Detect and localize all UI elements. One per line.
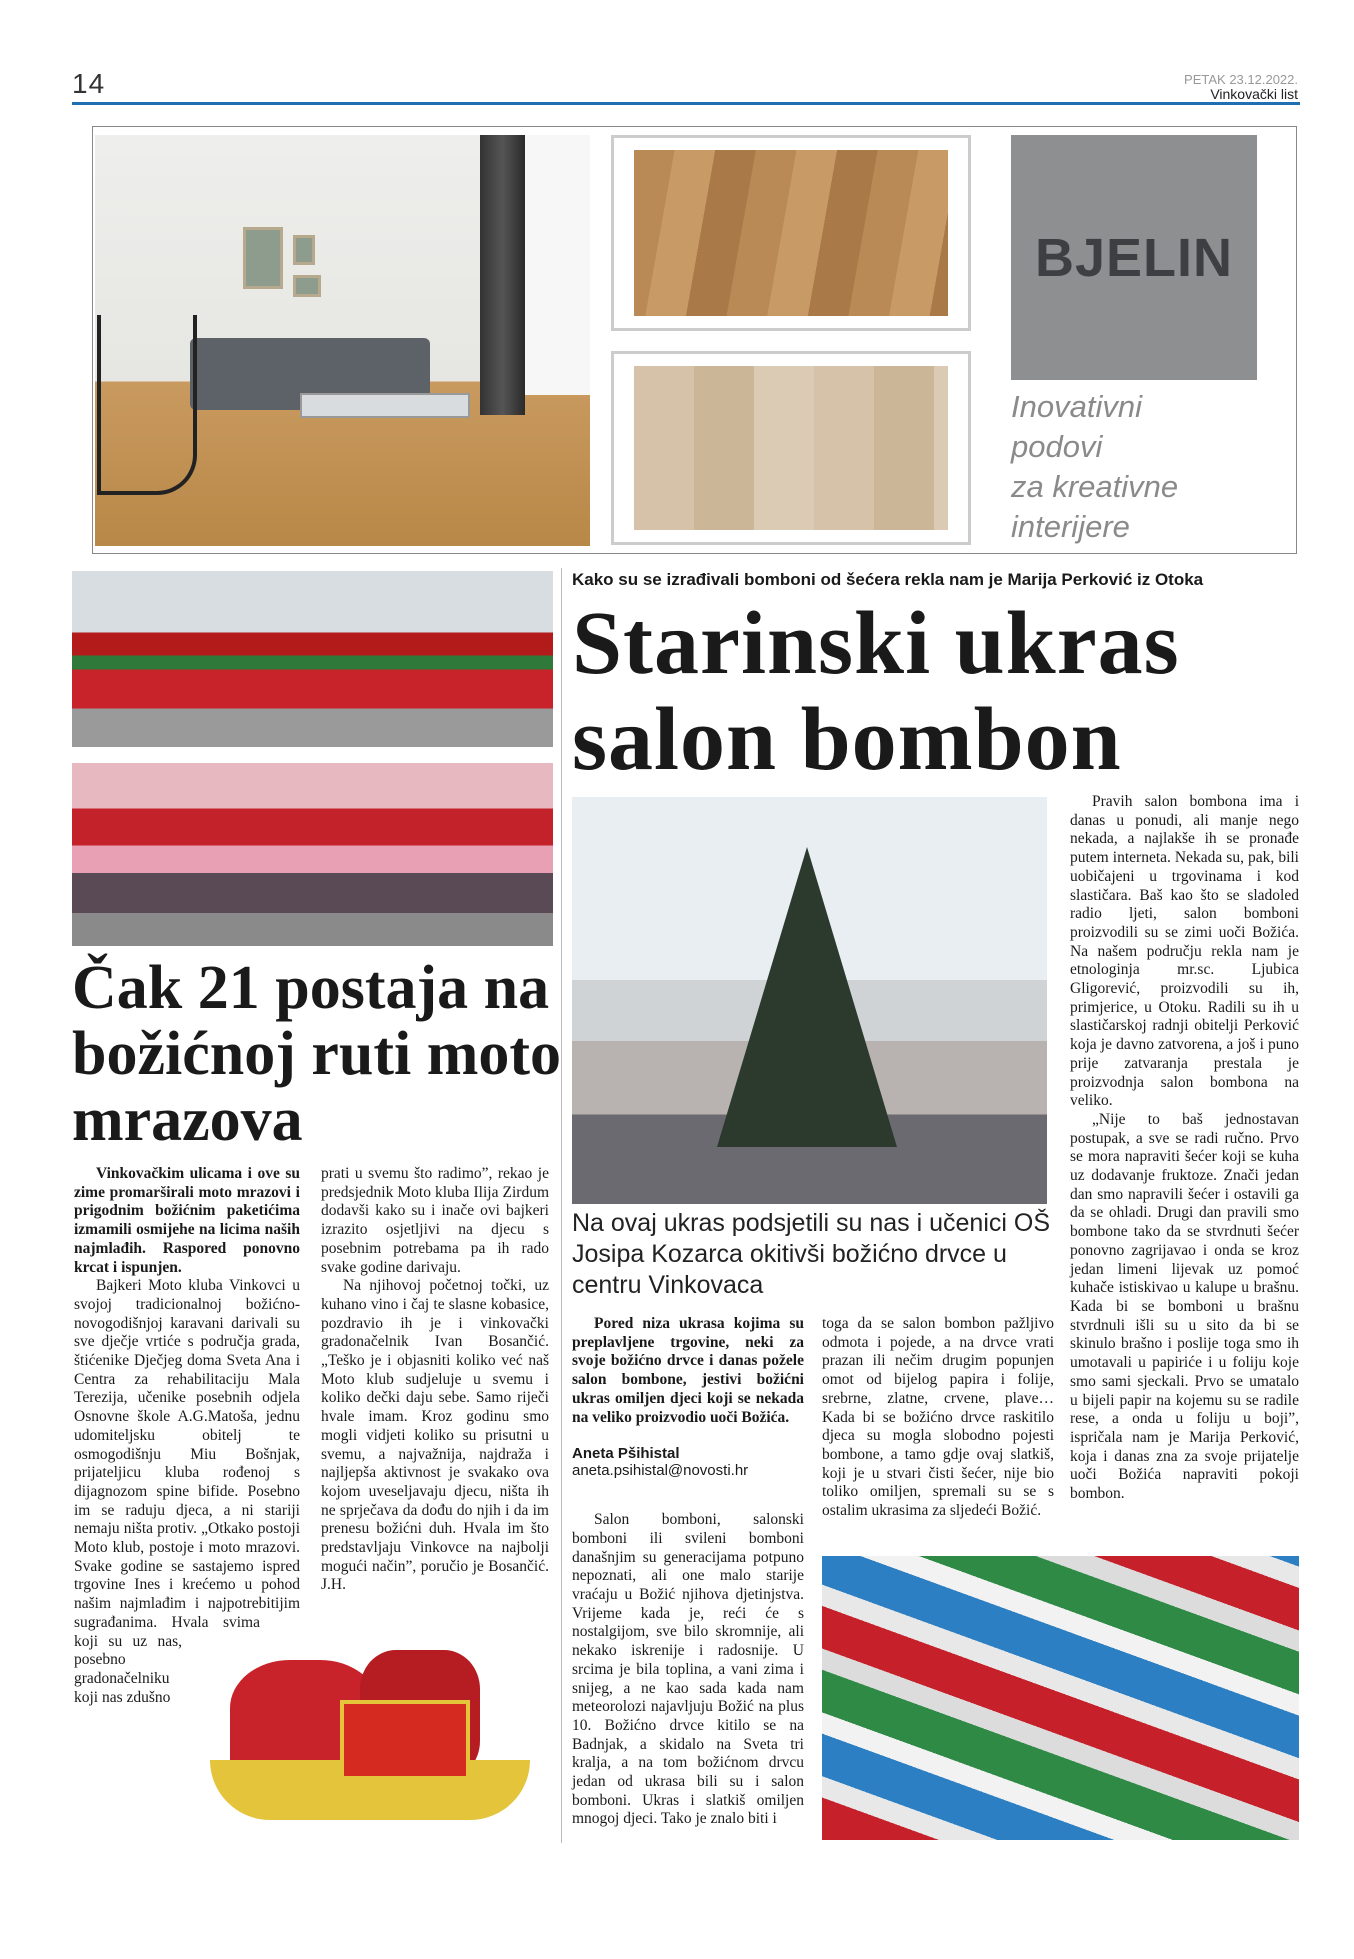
column-divider [561, 568, 562, 1843]
left-body-paragraph: Bajkeri Moto kluba Vinkovci u svojoj tradicionalnoj božićno-novogodišnjoj karavani darivali su sve dječje vrtiće s područja grada, štićenike Dječjeg doma Sveta Ana i Centra za rehabilitaciju Mala Terezija, učenike posebnih odjela Osnovne škole A.G.Matoša, jednu udomiteljsku obitelj te osmogodišnju Miu Bošnjak, prijateljicu kluba rođenoj s dijagnozom spine bifide. Posebno im se raduju djeca, a ni stariji nemaju ništa protiv. „Otkako postoji Moto klub, postoje i moto mrazovi. Svake godine se sastajemo ispred trgovine Ines i krećemo u pohod našim najmlađim i najpotrebitijim sugrađanima. Hvala svima koji su uz nas, posebno gradonačelniku koji nas zdušno [74, 1277, 300, 1706]
tagline-line: podovi [1011, 429, 1103, 464]
right-column-b [822, 1315, 1054, 1521]
floor-photo-chair [611, 135, 971, 331]
header-rule [72, 102, 1300, 105]
window [525, 135, 590, 395]
right-column-a [572, 1315, 804, 1829]
tagline-line: Inovativni [1011, 389, 1142, 424]
kicker: Kako su se izrađivali bomboni od šećera rekla nam je Marija Perković iz Otoka [572, 570, 1204, 589]
salon-candy-photo [822, 1556, 1299, 1840]
paper-name: Vinkovački list [1210, 86, 1298, 102]
christmas-tree-photo [572, 797, 1047, 1204]
photo-caption: Na ovaj ukras podsjetili su nas i učenici OŠ Josipa Kozarca okitivši božićno drvce u centru Vinkovaca [572, 1209, 1051, 1299]
wall-picture [293, 235, 315, 265]
tagline-line: za kreativne [1011, 469, 1179, 504]
issue-date: PETAK 23.12.2022. [1184, 72, 1298, 87]
right-lead: Pored niza ukrasa kojima su preplavljene trgovine, neki za svoje božićno drvce i danas požele salon bombone, jestivi božićni ukras omiljen djeci koji se nekada na veliko proizvodio uoči Božića. [572, 1315, 804, 1426]
headline-line: Starinski ukras [572, 594, 1180, 693]
right-body-paragraph: toga da se salon bombon pažljivo odmota i pojede, a na drvce vrati prazan ili nečim drugim popunjen omot od bijelog papira i folije, srebrne, zlatne, crvene, plave… Kada bi se božićno drvce raskitilo djeca su mogla slobodno pojesti bombone, a tamo gdje ovaj slatkiš, koji je u stvari čisti šećer, nije bio toliko omiljen, spremali su se s ostalim ukrasima za sljedeći Božić. [822, 1315, 1054, 1520]
headline-line: salon bombon [572, 690, 1122, 789]
christmas-tree [717, 847, 897, 1147]
author-email[interactable]: aneta.psihistal@novosti.hr [572, 1462, 749, 1480]
wall-picture [243, 227, 283, 289]
author-name: Aneta Pšihistal [572, 1445, 680, 1463]
ad-tagline [1011, 387, 1271, 547]
right-body-paragraph: Salon bomboni, salonski bomboni ili svileni bomboni današnjim su generacijama potpuno nepoznati, ali one malo starije vraćaju u Božić njihova djetinjstva. Vrijeme kada je, reći će s nostalgijom, sve bilo skromnije, ali nekako iskrenije i radosnije. U srcima je bila toplina, a vani zima i snijeg, a ne kao sada kada nam meteorolozi najavljuju Božić na plus 10. Božićno drvce kitilo se na Badnjak, a skidalo na Sveta tri kralja, a na tom božićnom drvcu jedan od ukrasa bili su i salon bomboni. Ukras i slatkiš omiljen mnogoj djeci. Tako je znalo biti i [572, 1511, 804, 1828]
left-column-2 [321, 1165, 549, 1595]
coffee-table [300, 393, 470, 418]
wood-floor [634, 150, 948, 316]
right-headline [572, 596, 1180, 788]
left-lead: Vinkovačkim ulicama i ove su zime promarširali moto mrazovi i prigodnim božićnim paketićima izmamili osmijehe na licima naših najmlađih. Raspored ponovno krcat i ispunjen. [74, 1165, 300, 1276]
curtain [480, 135, 525, 415]
right-body-paragraph: „Nije to baš jednostavan postupak, a sve se radi ručno. Prvo se mora napraviti šećer koji se kuha uz dodavanje fruktoze. Znači jedan dan smo napravili šećer i ostavili ga da se ohladi. Drugi dan pravili smo bombone tako da se stvrdnuti šećer ponovno zagrijavao i onda se kroz jedan limeni lijevak uz pomoć kuhače istiskivao u kalupe u brašnu. Kada bi se bomboni u brašnu stvrdnuli išli su u sito da bi se skinulo brašno i poslije toga smo ih umotavali u papiriće i u foliju koje smo sami sjeckali. Prvo se umatalo u bijeli papir na kojemu su se radile rese, a onda u foliju u boji”, ispričala nam je Marija Perković, koja i danas zna za svoje prijatelje uoči Božića napraviti pokoji bombon. [1070, 1110, 1299, 1503]
left-body-paragraph: Na njihovoj početnoj točki, uz kuhano vino i čaj te slasne kobasice, pozdravio ih je i vinkovački gradonačelnik Ivan Bosančić. „Teško je i objasniti koliko već naš Moto klub sudjeluje u svemu i koliko dečki daju sebe. Samo riječi hvale imam. Kroz godinu smo mogli vidjeti koliko su prisutni u svemu, a najvažnija, najdraža i najljepša aktivnost je svakako ova kojom uveseljavaju djecu, ništa ih ne sprječava da dođu do njih i da im prenesu božićni duh. Hvala im što predstavljaju Vinkovce na najbolji mogući način”, poručio je Bosančić. J.H. [321, 1277, 549, 1594]
rocking-chair [97, 315, 197, 495]
wood-floor [634, 366, 948, 530]
santa-sleigh-photo [190, 1640, 540, 1840]
floor-photo-vase [611, 351, 971, 545]
left-body-paragraph: prati u svemu što radimo”, rekao je predsjednik Moto kluba Ilija Zirdum dodavši kako su i inače ovi bajkeri izrazito osjetljivi na djecu s posebnim potrebama pa ih rado svake godine darivaju. [321, 1165, 549, 1276]
sleigh-body [340, 1700, 470, 1780]
wall-picture [293, 275, 321, 297]
tagline-line: interijere [1011, 509, 1130, 544]
right-body-paragraph: Pravih salon bombona ima i danas u ponudi, ali manje nego nekada, a najlakše ih se pronađe putem interneta. Nekada su, pak, bili uobičajeni u trgovinama i kod slastičara. Baš kao što se sladoled radio ljeti, salon bomboni proizvodili su se zimi uoči Božića. Na našem području rekla nam je etnologinja mr.sc. Ljubica Gligorević, proizvodili su ih, primjerice, u Otoku. Radili su ih u slastičarskoj radnji obitelji Perković koja je davno zatvorena, a još i puno prije zatvaranja prestala je proizvodnja salon bombona na veliko. [1070, 793, 1299, 1110]
group-photo-santas [72, 571, 553, 747]
group-photo-children [72, 763, 553, 946]
right-column-c [1070, 793, 1299, 1504]
living-room-photo [95, 135, 590, 546]
page-number: 14 [72, 68, 106, 99]
advertisement[interactable] [92, 126, 1297, 554]
left-headline: Čak 21 postaja na božićnoj ruti moto mrazova [72, 954, 562, 1154]
brand-logo: BJELIN [1011, 135, 1257, 380]
